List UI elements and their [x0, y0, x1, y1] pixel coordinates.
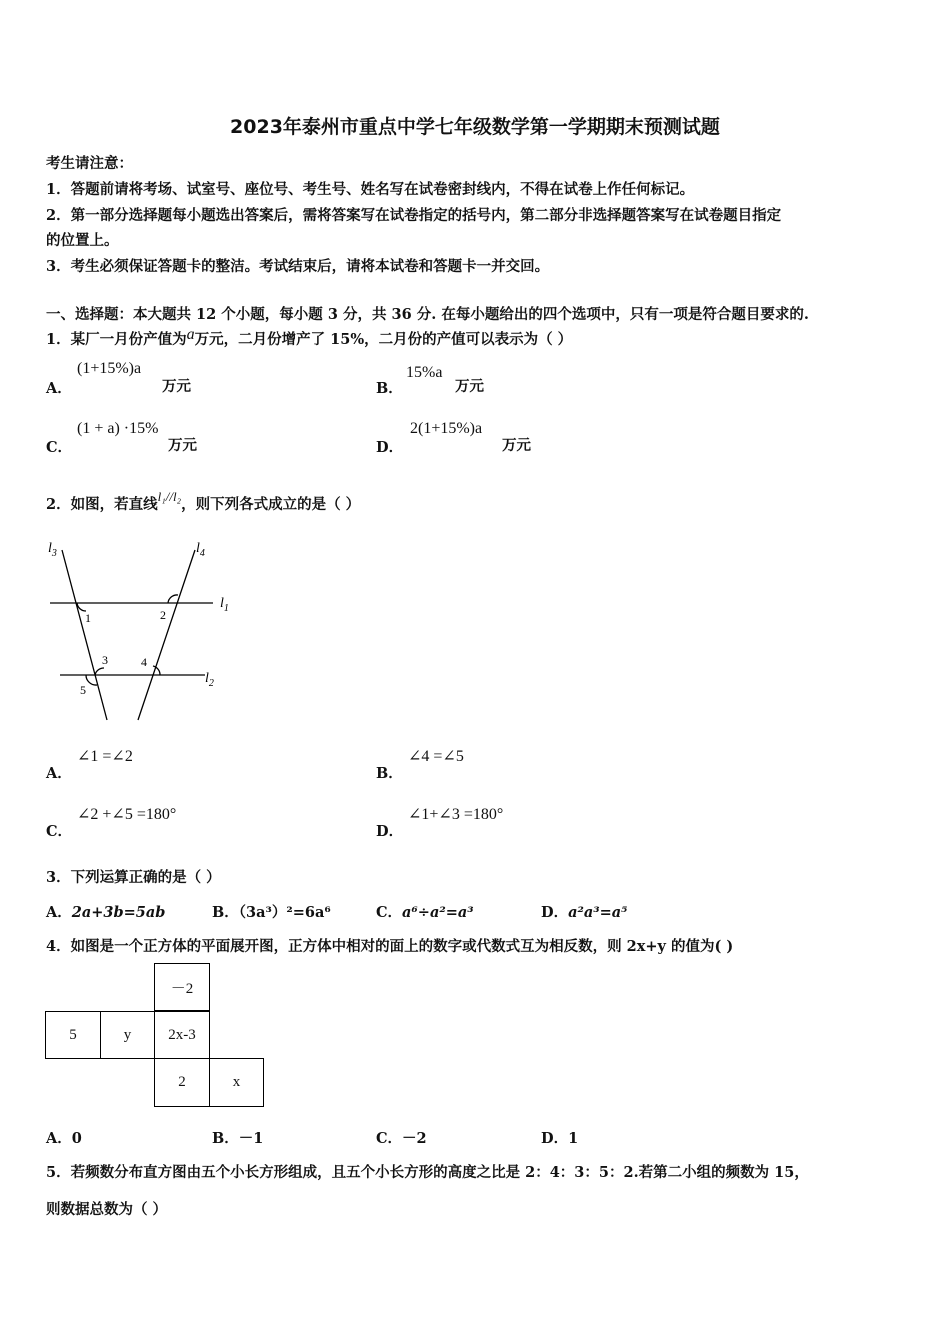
q1-stem: 1．某厂一月份产值为a万元，二月份增产了 15%，二月份的产值可以表示为（ ） [46, 326, 573, 348]
label-l3: $l_3$ [48, 541, 57, 559]
q1-option-b-expr: 15%a [406, 364, 443, 381]
q4-option-b: B．－1 [212, 1130, 264, 1147]
q1-option-c-expr: (1 + a) ·15% [77, 420, 159, 437]
angle-arc-2 [168, 595, 178, 603]
q3-option-c: C．a⁶÷a²=a³ [376, 904, 474, 921]
parallel-lines-figure [40, 532, 250, 727]
q4-stem: 4．如图是一个正方体的平面展开图，正方体中相对的面上的数字或代数式互为相反数，则 2x+y 的值为( ) [46, 938, 734, 955]
q3-option-a: A．2a+3b=5ab [46, 904, 166, 921]
angle-label-2: 2 [160, 608, 166, 622]
label-l2: $l_2$ [205, 671, 214, 689]
q2-option-c-label: C． [46, 823, 73, 840]
net-cell-5: 5 [45, 1011, 101, 1059]
q4-option-c: C．－2 [376, 1130, 427, 1147]
q1-option-a-unit: 万元 [162, 378, 191, 395]
notice-item-1: 1．答题前请将考场、试室号、座位号、考生号、姓名写在试卷密封线内，不得在试卷上作任何标记。 [46, 181, 695, 198]
notice-item-3: 3．考生必须保证答题卡的整洁。考试结束后，请将本试卷和答题卡一并交回。 [46, 258, 550, 275]
page-title: 2023年泰州市重点中学七年级数学第一学期期末预测试题 [230, 116, 720, 138]
net-cell-x: x [209, 1058, 264, 1107]
q2-option-c-expr: ∠2 +∠5 =180° [77, 806, 177, 823]
label-l1: $l_1$ [220, 596, 229, 614]
q1-option-c-unit: 万元 [168, 437, 197, 454]
q5-stem-line2: 则数据总数为（ ） [46, 1201, 168, 1218]
q2-option-a-expr: ∠1 =∠2 [77, 748, 133, 765]
q2-option-b-label: B． [376, 765, 403, 782]
notice-heading: 考生请注意： [46, 155, 133, 172]
q1-option-d-expr: 2(1+15%)a [410, 420, 483, 437]
q5-stem-line1: 5．若频数分布直方图由五个小长方形组成，且五个小长方形的高度之比是 2：4：3：5：2.若第二小组的频数为 15， [46, 1164, 809, 1181]
notice-item-2: 2．第一部分选择题每小题选出答案后，需将答案写在试卷指定的括号内，第二部分非选择题答案写在试卷题目指定 [46, 207, 782, 224]
notice-item-2-cont: 的位置上。 [46, 232, 119, 249]
q1-option-d-unit: 万元 [502, 437, 531, 454]
q3-stem: 3．下列运算正确的是（ ） [46, 869, 221, 886]
q2-stem: 2．如图，若直线l₁//l₂，则下列各式成立的是（ ） [46, 489, 361, 513]
q3-option-d: D．a²a³=a⁵ [541, 904, 628, 921]
angle-arc-3 [95, 668, 104, 675]
net-cell-top: －2 [154, 963, 210, 1011]
angle-label-1: 1 [85, 611, 91, 625]
net-cell-2x3: 2x-3 [154, 1011, 210, 1059]
angle-label-4: 4 [141, 655, 147, 669]
angle-label-5: 5 [80, 683, 86, 697]
line-l4 [138, 550, 195, 720]
q2-option-b-expr: ∠4 =∠5 [408, 748, 464, 765]
q2-option-d-label: D． [376, 823, 404, 840]
q1-option-c-label: C． [46, 439, 73, 456]
q2-option-d-expr: ∠1+∠3 =180° [408, 806, 504, 823]
angle-label-3: 3 [102, 653, 108, 667]
q1-var: a [186, 326, 195, 343]
label-l4: $l_4$ [196, 541, 205, 559]
q4-option-a: A．0 [46, 1130, 82, 1147]
q4-option-d: D．1 [541, 1130, 579, 1147]
net-cell-y: y [100, 1011, 155, 1059]
section-heading: 一、选择题：本大题共 12 个小题，每小题 3 分，共 36 分. 在每小题给出的四个选项中，只有一项是符合题目要求的. [46, 306, 809, 323]
q1-option-a-expr: (1+15%)a [77, 360, 142, 377]
net-cell-2: 2 [154, 1058, 210, 1107]
q1-option-d-label: D． [376, 439, 404, 456]
q2-stem-expr: l₁//l₂ [157, 489, 182, 504]
q2-option-a-label: A． [46, 765, 72, 782]
q1-option-a-label: A． [46, 380, 72, 397]
q1-option-b-unit: 万元 [455, 378, 484, 395]
q1-option-b-label: B． [376, 380, 403, 397]
q3-option-b: B．（3a³）²=6a⁶ [212, 904, 331, 921]
